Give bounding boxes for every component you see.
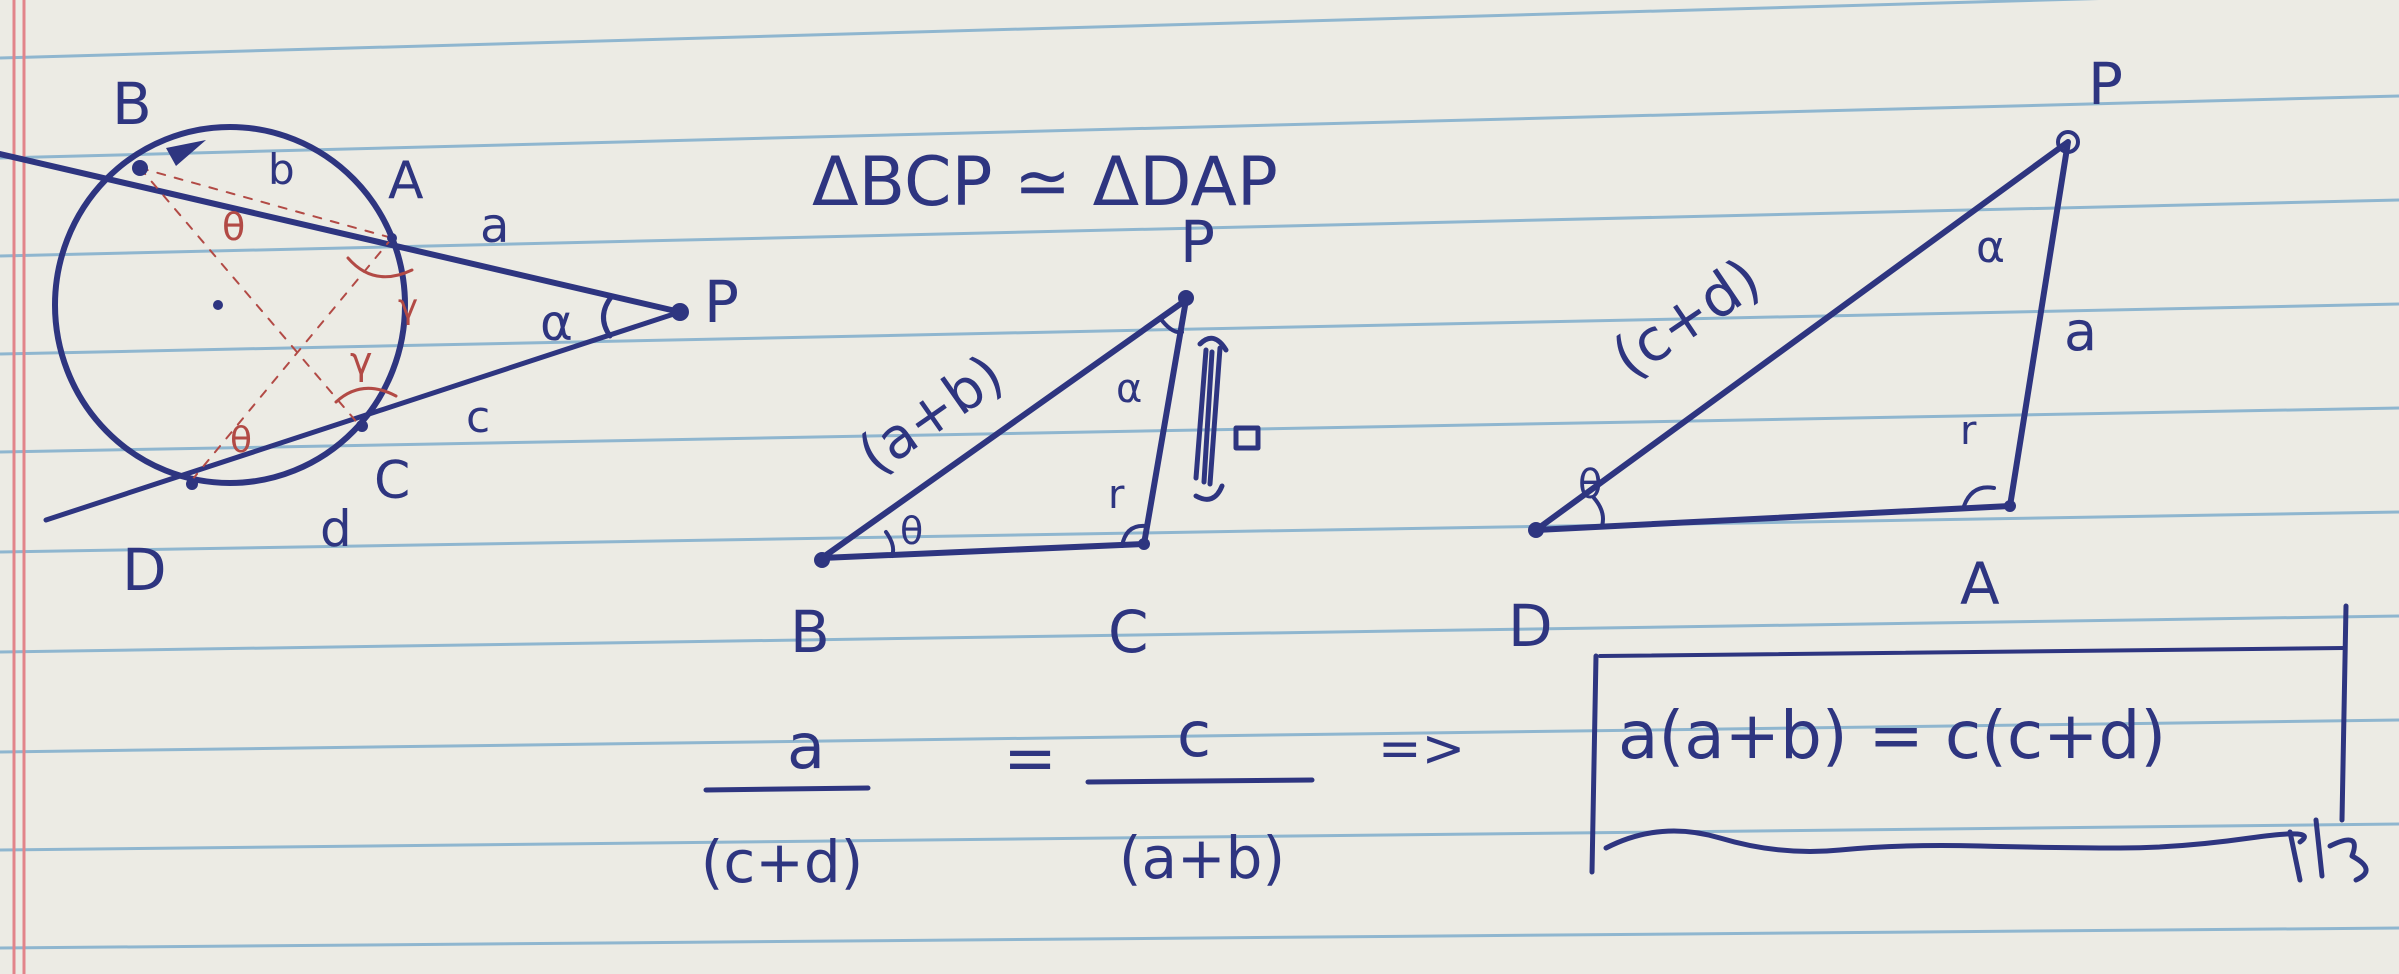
angle-label-r-dap: r xyxy=(1960,408,1977,454)
vertex-label-p: P xyxy=(1180,208,1215,276)
point-label-c: C xyxy=(374,451,411,511)
angle-mark-2: γ xyxy=(398,287,419,327)
point-a-dot xyxy=(387,233,397,243)
scribble-mark xyxy=(1196,338,1258,499)
angle-mark-1: θ xyxy=(222,205,246,249)
point-label-a: A xyxy=(388,151,424,211)
fraction-right-numerator: c xyxy=(1176,698,1212,771)
implies-arrow: => xyxy=(1378,719,1466,779)
end-mark xyxy=(2290,820,2366,880)
hypotenuse-label-dp: (c+d) xyxy=(1599,244,1773,392)
margin-line xyxy=(14,0,24,974)
point-b-dot xyxy=(132,160,148,176)
angle-mark-3: γ xyxy=(350,339,373,383)
vertex-c-dot xyxy=(1138,538,1150,550)
vertex-label-a: A xyxy=(1960,550,2000,618)
fraction-right-bar xyxy=(1088,780,1312,782)
angle-label-theta-bcp: θ xyxy=(900,509,924,553)
segment-label-c: c xyxy=(466,392,491,443)
result-box-left xyxy=(1592,656,1596,872)
angle-arc-red-2 xyxy=(336,388,396,402)
right-angle-mark-a xyxy=(1964,487,1994,506)
vertex-label-b: B xyxy=(790,598,830,666)
result-squiggle-underline xyxy=(1606,831,2304,852)
angle-label-alpha-dap: α xyxy=(1976,222,2006,273)
result-equation: a(a+b) = c(c+d) xyxy=(1618,697,2167,774)
secant-line-bp xyxy=(0,154,680,312)
point-c-dot xyxy=(356,420,368,432)
circle-center xyxy=(213,300,223,310)
triangle-bcp xyxy=(790,208,1258,666)
triangle-dap xyxy=(1508,50,2123,660)
side-label-ap: a xyxy=(2064,300,2098,363)
point-label-b: B xyxy=(112,70,152,138)
segment-label-a: a xyxy=(480,198,510,254)
fraction-left-denominator: (c+d) xyxy=(700,828,864,896)
fraction-left-numerator: a xyxy=(787,710,825,783)
segment-label-b: b xyxy=(268,145,295,194)
segment-label-d: d xyxy=(320,500,352,558)
angle-label-alpha: α xyxy=(540,294,573,352)
fraction-right-denominator: (a+b) xyxy=(1118,824,1286,892)
result-box-right xyxy=(2342,606,2346,820)
fraction-left-bar xyxy=(706,788,868,790)
circle-figure xyxy=(0,70,739,604)
angle-label-theta-dap: θ xyxy=(1578,462,1603,508)
vertex-p-dot xyxy=(1178,290,1194,306)
vertex-a-dot xyxy=(2004,500,2016,512)
point-p-dot xyxy=(671,303,689,321)
point-label-d: D xyxy=(122,536,167,604)
hypotenuse-label-bp: (a+b) xyxy=(846,342,1016,488)
vertex-b-dot xyxy=(814,552,830,568)
angle-arc-alpha xyxy=(603,296,612,336)
similarity-title: ΔBCP ≃ ΔDAP xyxy=(812,143,1278,222)
result-box-top xyxy=(1600,648,2344,656)
chord-bc xyxy=(140,168,360,426)
vertex-label-d: D xyxy=(1508,592,1553,660)
point-d-dot xyxy=(186,478,198,490)
point-label-p: P xyxy=(704,268,739,336)
vertex-label-c: C xyxy=(1108,598,1149,666)
angle-mark-4: θ xyxy=(230,420,253,461)
equals-sign: = xyxy=(1003,722,1057,796)
vertex-label-p-dap: P xyxy=(2088,50,2123,118)
vertex-d-dot xyxy=(1528,522,1544,538)
angle-label-alpha-bcp: α xyxy=(1116,366,1143,412)
angle-label-r-bcp: r xyxy=(1108,472,1125,518)
